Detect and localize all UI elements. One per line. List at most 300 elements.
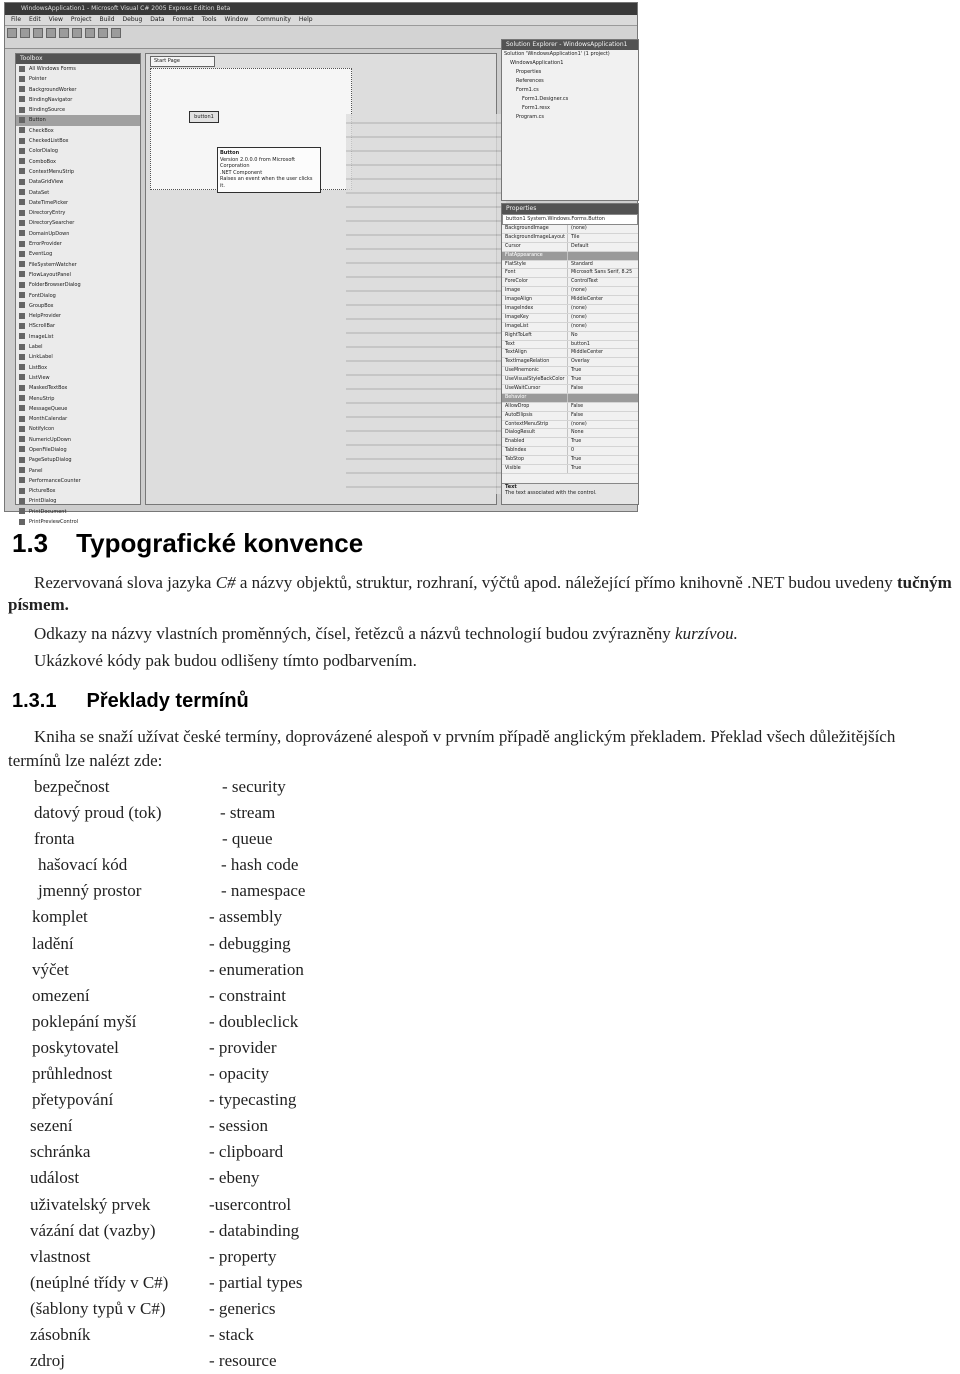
control-icon [19,292,25,298]
term-english: - stack [209,1324,254,1344]
property-row[interactable] [502,261,638,270]
text-run: a názvy objektů, struktur, rozhraní, výčtů apod. náležející přímo knihovně [235,573,748,592]
toolbox-item-label: MaskedTextBox [29,385,68,392]
property-value: button1 [571,341,590,347]
toolbox-item[interactable] [16,301,140,311]
property-row[interactable] [502,252,638,261]
term-row [0,774,960,800]
toolbox-item-label: ErrorProvider [29,241,62,248]
property-row[interactable] [502,403,638,412]
open-icon[interactable] [20,28,30,38]
control-icon [19,385,25,391]
toolbox-item[interactable] [16,496,140,506]
term-row [0,957,960,983]
solution-tree-item[interactable]: Program.cs [516,114,545,120]
term-row [0,1035,960,1061]
control-icon [19,416,25,422]
control-icon [19,374,25,380]
control-icon [19,354,25,360]
text-run-net: .NET [747,573,785,592]
property-row[interactable] [502,341,638,350]
term-english: - debugging [209,933,291,953]
toolbox-item-label: FolderBrowserDialog [29,282,81,289]
term-english: - clipboard [209,1142,284,1162]
menu-item-help[interactable]: Help [298,16,313,23]
toolbox-item[interactable] [16,136,140,146]
ide-screenshot [4,2,638,526]
menu-item-format[interactable]: Format [172,16,194,23]
property-value: (none) [571,323,587,329]
menu-item-debug[interactable]: Debug [122,16,143,23]
term-english: - property [209,1246,277,1266]
solution-tree-item[interactable]: Form1.resx [522,105,550,111]
property-name: ImageIndex [502,305,568,313]
toolbox-item-label: DataSet [29,189,50,196]
undo-icon[interactable] [85,28,95,38]
term-row [0,1087,960,1113]
toolbox-item[interactable] [16,229,140,239]
toolbox-title: Toolbox [16,54,140,64]
property-row[interactable] [502,234,638,243]
toolbox-panel [15,53,141,526]
control-icon [19,66,25,72]
property-row[interactable] [502,323,638,332]
term-english: - hash code [221,855,299,875]
term-czech: hašovací kód [38,855,128,875]
property-row[interactable] [502,429,638,438]
property-name: BackgroundImage [502,225,568,233]
toolbox-item-label: ImageList [29,333,54,340]
term-row [0,826,960,852]
property-description [502,483,638,504]
property-value: True [571,439,582,445]
toolbox-item[interactable] [16,126,140,136]
control-icon [19,189,25,195]
control-icon [19,127,25,133]
term-czech: zdroj [30,1351,65,1371]
control-icon [19,395,25,401]
term-row [0,800,960,826]
toolbox-item[interactable] [16,445,140,455]
menu-item-file[interactable]: File [11,16,22,23]
background-page-text [346,114,506,494]
toolbox-item[interactable] [16,177,140,187]
toolbox-item[interactable] [16,311,140,321]
paste-icon[interactable] [72,28,82,38]
toolbox-item[interactable] [16,476,140,486]
control-icon [19,282,25,288]
toolbox-item[interactable] [16,239,140,249]
toolbox-item[interactable] [16,291,140,301]
menu-item-window[interactable]: Window [224,16,249,23]
property-name: Cursor [502,243,568,251]
property-row[interactable] [502,385,638,394]
property-name: Enabled [502,438,568,446]
toolbox-item-label: BackgroundWorker [29,86,77,93]
toolbox-item-label: ListView [29,374,50,381]
property-name: DialogResult [502,429,568,437]
property-name: AllowDrop [502,403,568,411]
text-run-italic: kurzívou. [675,624,738,643]
property-row[interactable] [502,349,638,358]
toolbox-item-label: FileSystemWatcher [29,261,77,268]
ide-title-bar [5,3,637,15]
toolbox-item[interactable] [16,249,140,259]
property-value: False [571,386,584,392]
toolbox-item[interactable] [16,208,140,218]
term-row [0,1270,960,1296]
toolbox-item[interactable] [16,270,140,280]
toolbox-item-label: ComboBox [29,158,56,165]
control-icon [19,508,25,514]
property-row[interactable] [502,287,638,296]
property-name: AutoEllipsis [502,412,568,420]
toolbox-item[interactable] [16,218,140,228]
control-icon [19,488,25,494]
property-value: None [571,430,584,436]
cut-icon[interactable] [46,28,56,38]
control-icon [19,519,25,525]
term-english: - opacity [209,1064,269,1084]
control-icon [19,76,25,82]
property-row[interactable] [502,278,638,287]
term-czech: událost [30,1168,80,1188]
term-czech: datový proud (tok) [34,803,162,823]
toolbox-item-label: HelpProvider [29,313,61,320]
property-name: Font [502,269,568,277]
toolbox-item-label: PageSetupDialog [29,457,72,464]
control-icon [19,364,25,370]
toolbox-item[interactable] [16,517,140,527]
control-icon [19,158,25,164]
toolbox-item[interactable] [16,157,140,167]
term-czech: poskytovatel [32,1037,119,1057]
redo-icon[interactable] [98,28,108,38]
toolbox-item[interactable] [16,414,140,424]
toolbox-item-label: All Windows Forms [29,66,76,72]
property-description-title: Text [505,484,517,490]
paragraph-italic-references [34,623,934,645]
property-name: Image [502,287,568,295]
toolbox-item[interactable] [16,260,140,270]
term-english: - ebeny [209,1168,260,1188]
term-english: - doubleclick [209,1011,299,1031]
term-row [0,1061,960,1087]
property-row[interactable] [502,358,638,367]
property-row[interactable] [502,296,638,305]
toolbox-list [16,64,140,527]
property-value: True [571,466,582,472]
property-row[interactable] [502,465,638,474]
text-run: budou uvedeny [784,573,897,592]
new-icon[interactable] [7,28,17,38]
term-english: - stream [220,803,276,823]
toolbox-item-label: NumericUpDown [29,436,72,443]
term-czech: výčet [32,959,69,979]
control-icon [19,199,25,205]
tab-start-page[interactable]: Start Page [150,56,215,67]
toolbox-item-label: GroupBox [29,302,54,309]
term-row [0,852,960,878]
toolbox-item-label: Button [29,117,46,124]
control-icon [19,457,25,463]
toolbox-item[interactable] [16,105,140,115]
control-icon [19,498,25,504]
property-name: TextAlign [502,349,568,357]
toolbox-item-label: CheckBox [29,127,54,134]
control-icon [19,251,25,257]
section-heading [12,528,363,559]
term-english: - databinding [209,1220,300,1240]
control-icon [19,148,25,154]
term-czech: sezení [30,1116,73,1136]
term-row [0,1165,960,1191]
toolbox-item-label: DataGridView [29,179,64,186]
term-english: - partial types [209,1272,303,1292]
toolbox-item[interactable] [16,74,140,84]
toolbox-item[interactable] [16,507,140,517]
toolbox-item[interactable] [16,466,140,476]
property-name: Visible [502,465,568,473]
save-icon[interactable] [33,28,43,38]
solution-tree-item[interactable]: Properties [516,69,542,75]
toolbox-item[interactable] [16,167,140,177]
term-english: - generics [209,1298,276,1318]
toolbox-item[interactable] [16,64,140,74]
control-icon [19,323,25,329]
control-icon [19,467,25,473]
property-name: Text [502,341,568,349]
property-value: False [571,412,584,418]
property-row[interactable] [502,421,638,430]
tooltip-line: Raises an event when the user clicks it. [220,176,313,189]
properties-title: Properties [502,204,638,214]
term-english: - typecasting [209,1090,297,1110]
toolbox-item-label: ColorDialog [29,148,58,155]
control-icon [19,333,25,339]
toolbox-item[interactable] [16,280,140,290]
toolbox-item[interactable] [16,363,140,373]
control-icon [19,405,25,411]
toolbox-item-label: NotifyIcon [29,426,55,433]
menu-item-data[interactable]: Data [150,16,165,23]
solution-tree-item[interactable]: Form1.Designer.cs [522,96,569,102]
ide-menu-bar [5,15,637,26]
text-run: Odkazy na názvy vlastních proměnných, čísel, řetězců a názvů technologií budou zvýrazněny [34,624,676,643]
term-english: - queue [222,829,273,849]
toolbox-item-label: ContextMenuStrip [29,168,75,175]
property-name: ImageList [502,323,568,331]
toolbox-item-label: PictureBox [29,488,56,495]
toolbox-item[interactable] [16,188,140,198]
solution-tree-item[interactable]: Solution 'WindowsApplication1' (1 project) [504,51,610,57]
toolbox-item[interactable] [16,373,140,383]
property-value: (none) [571,421,587,427]
toolbox-item[interactable] [16,486,140,496]
property-name: FlatAppearance [502,252,568,260]
term-czech: přetypování [32,1090,114,1110]
control-icon [19,477,25,483]
control-icon [19,86,25,92]
text-run-bold: tučným písmem. [8,573,952,614]
property-row[interactable] [502,243,638,252]
term-english: - assembly [209,907,283,927]
property-row[interactable] [502,367,638,376]
toolbox-item[interactable] [16,146,140,156]
toolbox-item[interactable] [16,435,140,445]
term-row [0,983,960,1009]
control-icon [19,138,25,144]
term-czech: (šablony typů v C#) [30,1298,166,1318]
control-icon [19,344,25,350]
toolbox-item[interactable] [16,332,140,342]
term-english: - namespace [221,881,306,901]
property-name: TextImageRelation [502,358,568,366]
term-czech: průhlednost [32,1064,113,1084]
toolbox-item-label: OpenFileDialog [29,446,67,453]
property-value: Overlay [571,359,590,365]
property-name: UseMnemonic [502,367,568,375]
control-icon [19,302,25,308]
property-row[interactable] [502,447,638,456]
property-value: MiddleCenter [571,350,603,356]
tooltip-line: .NET Component [220,169,263,176]
solution-tree-item[interactable]: Form1.cs [516,87,539,93]
menu-item-edit[interactable]: Edit [29,16,41,23]
toolbox-item-label: MonthCalendar [29,416,68,423]
toolbox-item[interactable] [16,352,140,362]
term-english: -usercontrol [209,1194,292,1214]
property-row[interactable] [502,456,638,465]
term-czech: komplet [32,907,88,927]
solution-tree [502,50,638,122]
ide-window-title: WindowsApplication1 - Microsoft Visual C# 2005 Express Edition Beta [21,5,231,12]
property-name: FlatStyle [502,261,568,269]
toolbox-item-label: FontDialog [29,292,56,299]
control-icon [19,168,25,174]
property-row[interactable] [502,394,638,403]
toolbox-item-label: PrintDialog [29,498,57,505]
property-name: RightToLeft [502,332,568,340]
toolbox-item-label: DirectoryEntry [29,210,66,217]
toolbox-item[interactable] [16,424,140,434]
toolbox-item[interactable] [16,342,140,352]
toolbox-tooltip [217,147,321,193]
control-icon [19,446,25,452]
property-value: True [571,377,582,383]
property-row[interactable] [502,314,638,323]
toolbox-item-label: HScrollBar [29,323,56,330]
property-row[interactable] [502,438,638,447]
term-row [0,1296,960,1322]
term-czech: schránka [30,1142,91,1162]
control-icon [19,271,25,277]
toolbox-item-label: LinkLabel [29,354,53,361]
toolbox-item-label: PrintDocument [29,508,67,515]
form-button[interactable]: button1 [189,111,219,123]
properties-object-selector[interactable]: button1 System.Windows.Forms.Button [502,214,638,225]
toolbox-item[interactable] [16,404,140,414]
property-value: Standard [571,261,593,267]
term-row [0,1192,960,1218]
term-row [0,1139,960,1165]
property-name: TabStop [502,456,568,464]
term-czech: fronta [34,829,75,849]
menu-item-view[interactable]: View [48,16,63,23]
property-value [568,394,571,402]
term-english: - enumeration [209,959,304,979]
term-czech: ladění [32,933,74,953]
control-icon [19,220,25,226]
toolbox-item[interactable] [16,321,140,331]
property-row[interactable] [502,332,638,341]
toolbox-item-label: EventLog [29,251,53,258]
solution-tree-item[interactable]: References [516,78,544,84]
toolbox-item-label: Panel [29,467,43,474]
property-row[interactable] [502,305,638,314]
term-czech: jmenný prostor [38,881,142,901]
copy-icon[interactable] [59,28,69,38]
term-row [0,931,960,957]
solution-tree-item[interactable]: WindowsApplication1 [510,60,564,66]
form-surface[interactable] [150,68,352,190]
toolbox-item-label: Label [29,344,43,351]
property-row[interactable] [502,412,638,421]
term-czech: vázání dat (vazby) [30,1220,156,1240]
section-title: Typografické konvence [76,528,364,558]
property-row[interactable] [502,269,638,278]
term-row [0,878,960,904]
toolbox-item[interactable] [16,85,140,95]
menu-item-community[interactable]: Community [256,16,291,23]
term-row [0,1348,960,1374]
property-description-text: The text associated with the control. [505,490,597,496]
term-english: - resource [209,1351,277,1371]
menu-item-build[interactable]: Build [99,16,115,23]
control-icon [19,210,25,216]
form-designer [145,53,497,505]
toolbox-item[interactable] [16,115,140,125]
paragraph-code-samples: Ukázkové kódy pak budou odlišeny tímto podbarvením. [34,651,417,670]
property-value: True [571,457,582,463]
property-value: 0 [571,448,575,454]
toolbox-item-label: PerformanceCounter [29,477,81,484]
control-icon [19,426,25,432]
toolbox-item[interactable] [16,394,140,404]
property-name: UseWaitCursor [502,385,568,393]
toolbox-item-label: Pointer [29,76,47,83]
property-value: (none) [571,288,587,294]
menu-item-project[interactable]: Project [70,16,92,23]
property-row[interactable] [502,225,638,234]
term-czech: zásobník [30,1324,91,1344]
toolbox-item-label: CheckedListBox [29,138,69,145]
subsection-title: Překlady termínů [86,690,249,712]
toolbox-item[interactable] [16,383,140,393]
property-row[interactable] [502,376,638,385]
toolbox-item-label: ListBox [29,364,48,371]
control-icon [19,241,25,247]
term-row [0,1322,960,1348]
toolbox-item[interactable] [16,198,140,208]
toolbox-item[interactable] [16,95,140,105]
menu-item-tools[interactable]: Tools [201,16,217,23]
toolbox-item[interactable] [16,455,140,465]
term-czech: vlastnost [30,1246,91,1266]
term-czech: uživatelský prvek [30,1194,151,1214]
property-value: Default [571,243,589,249]
run-icon[interactable] [111,28,121,38]
